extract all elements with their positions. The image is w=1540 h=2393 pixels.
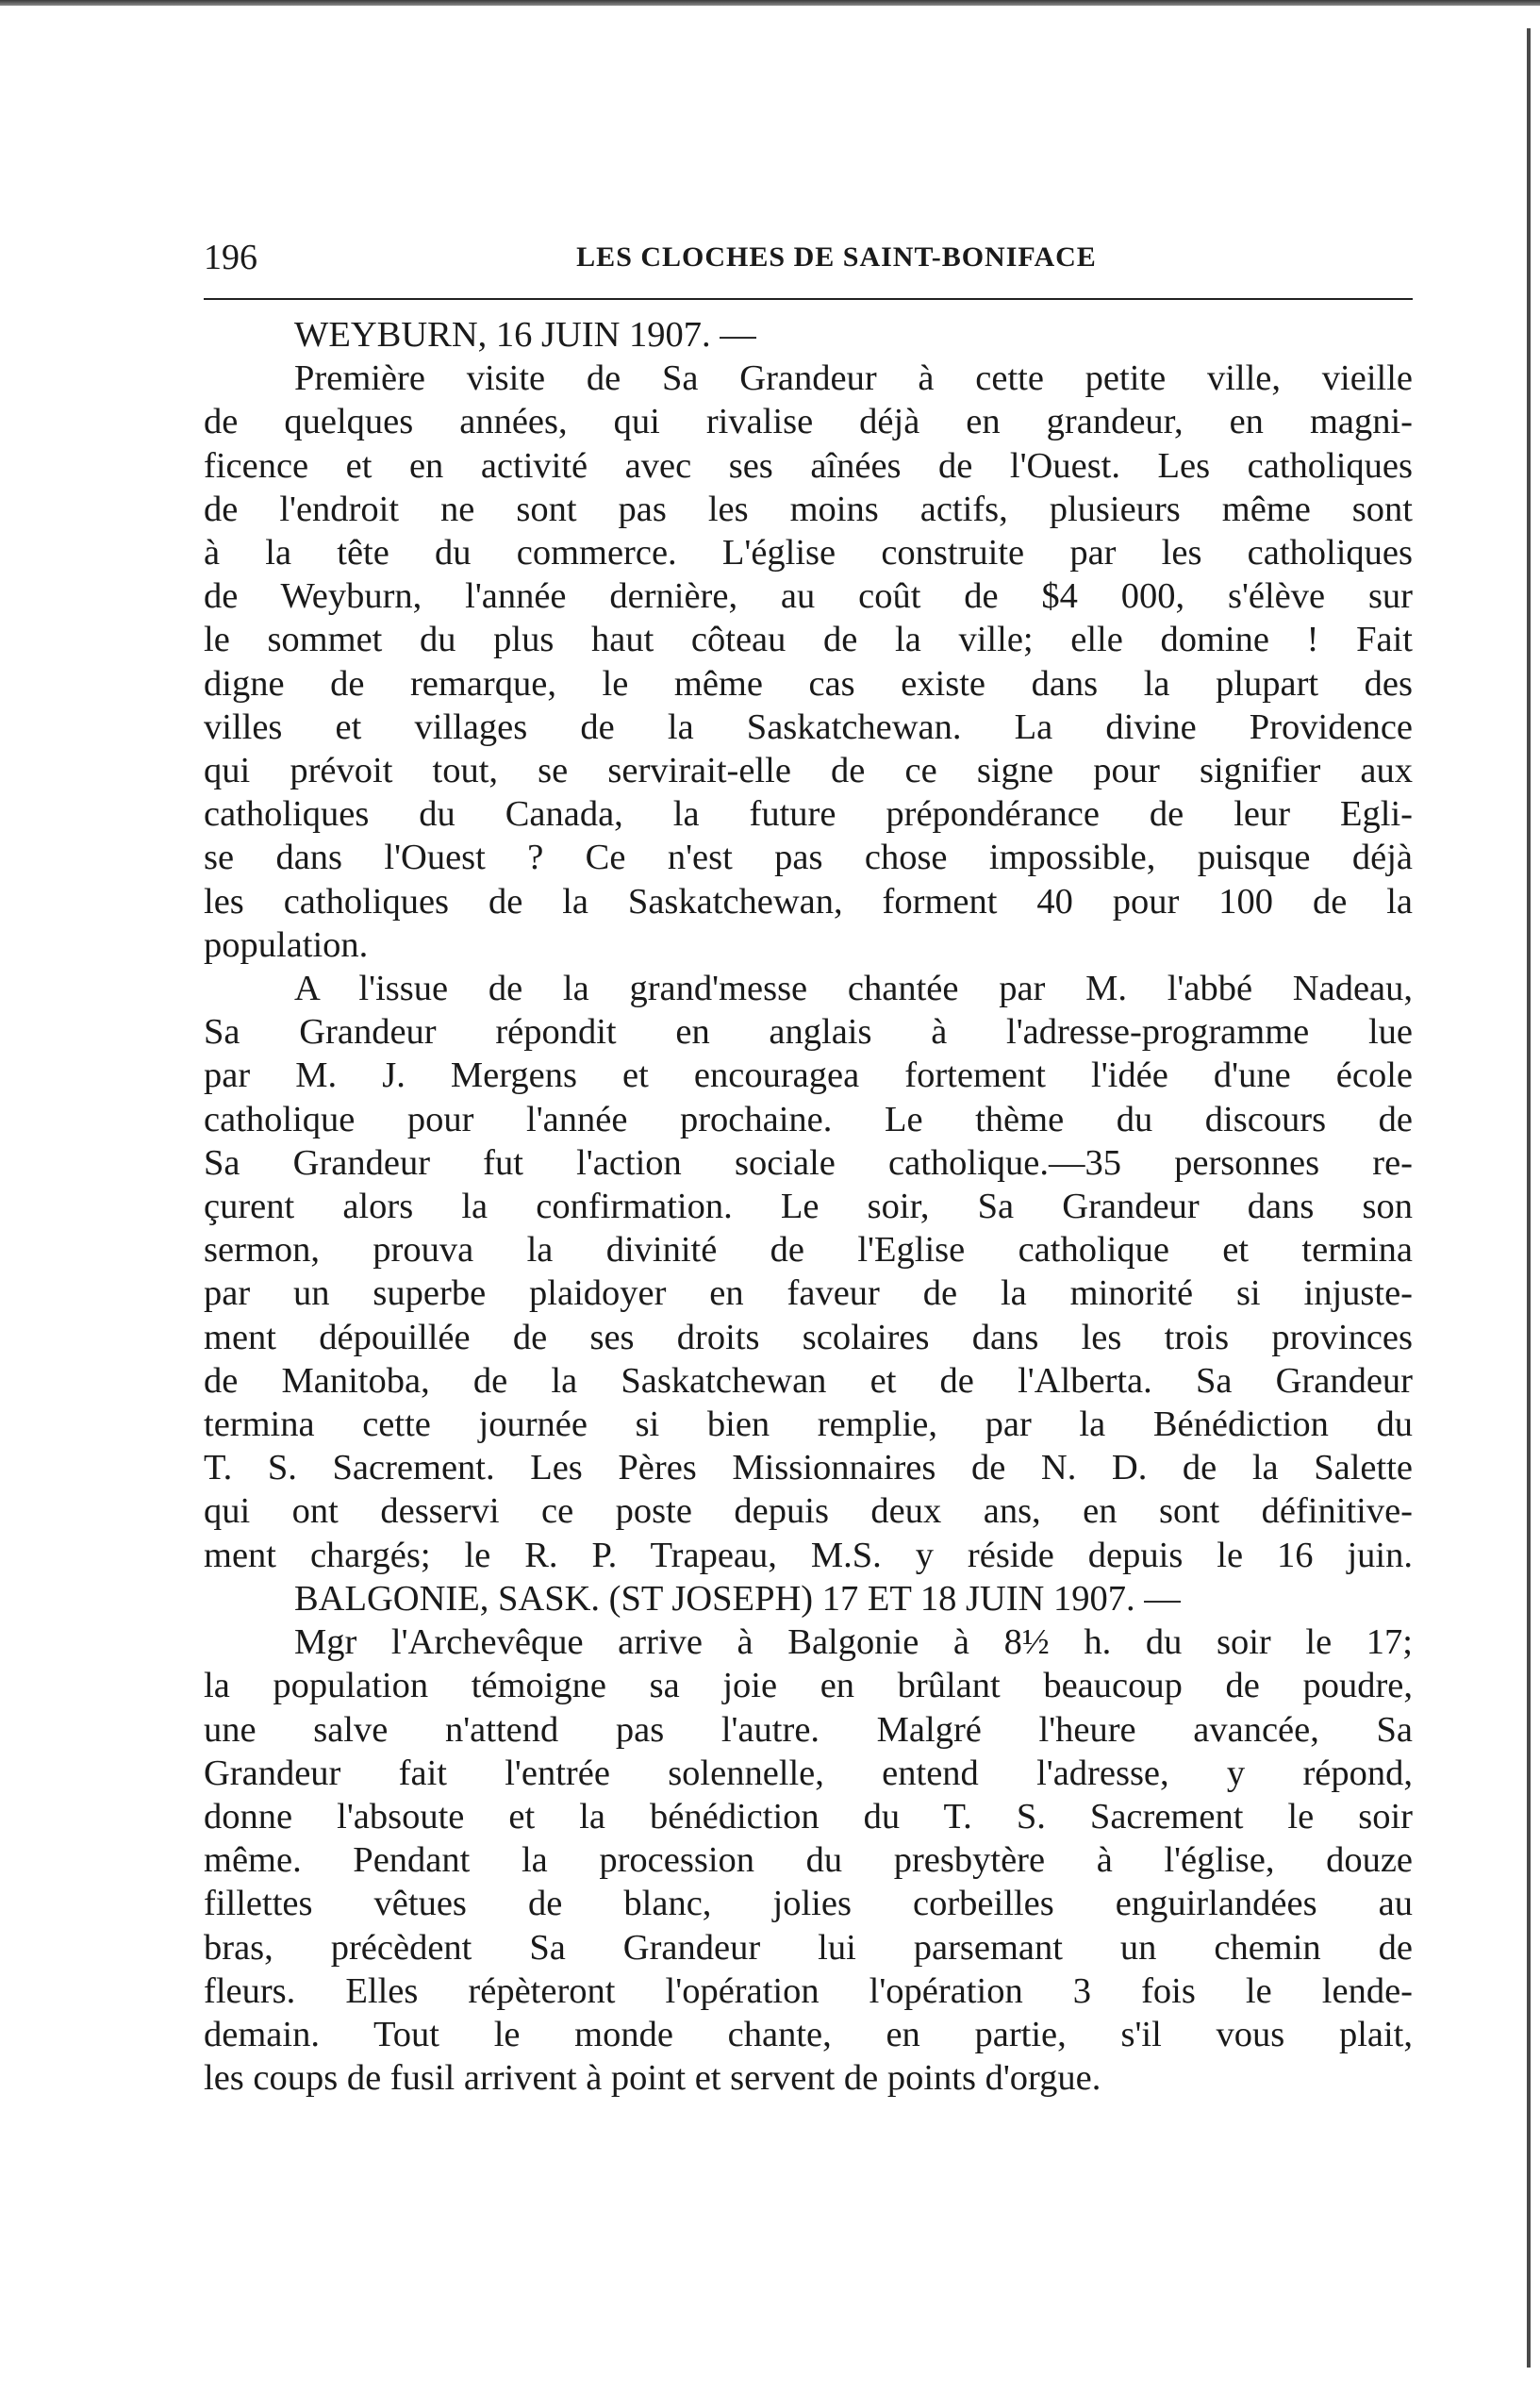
text-line: catholique pour l'année prochaine. Le thème du discours de bbox=[204, 1099, 1413, 1139]
text-line: par un superbe plaidoyer en faveur de la minorité si injuste- bbox=[204, 1273, 1413, 1314]
text-line: qui ont desservi ce poste depuis deux ans, en sont définitive- bbox=[204, 1491, 1413, 1532]
text-line: de Weyburn, l'année dernière, au coût de $4 000, s'élève sur bbox=[204, 576, 1413, 617]
text-line: digne de remarque, le même cas existe dans la plupart des bbox=[204, 663, 1413, 704]
text-body bbox=[204, 313, 1413, 2100]
text-line: A l'issue de la grand'messe chantée par M. l'abbé Nadeau, bbox=[294, 969, 1413, 1009]
text-line: villes et villages de la Saskatchewan. La divine Providence bbox=[204, 706, 1413, 747]
text-line: une salve n'attend pas l'autre. Malgré l'heure avancée, Sa bbox=[204, 1709, 1413, 1750]
text-line: Sa Grandeur répondit en anglais à l'adresse-programme lue bbox=[204, 1012, 1413, 1053]
text-line: ment dépouillée de ses droits scolaires dans les trois provinces bbox=[204, 1317, 1413, 1357]
text-line: par M. J. Mergens et encouragea fortement l'idée d'une école bbox=[204, 1055, 1413, 1096]
text-line: population. bbox=[204, 924, 369, 965]
text-line: çurent alors la confirmation. Le soir, Sa Grandeur dans son bbox=[204, 1187, 1413, 1227]
text-line: même. Pendant la procession du presbytère à l'église, douze bbox=[204, 1840, 1413, 1881]
text-line: Sa Grandeur fut l'action sociale catholique.—35 personnes re- bbox=[204, 1142, 1413, 1183]
header-rule bbox=[204, 298, 1413, 300]
text-line: catholiques du Canada, la future prépondérance de leur Egli- bbox=[204, 794, 1413, 835]
text-line: fillettes vêtues de blanc, jolies corbeilles enguirlandées au bbox=[204, 1884, 1413, 1924]
text-line: bras, précèdent Sa Grandeur lui parsemant un chemin de bbox=[204, 1927, 1413, 1968]
text-line: demain. Tout le monde chante, en partie, s'il vous plait, bbox=[204, 2014, 1413, 2054]
text-line: de Manitoba, de la Saskatchewan et de l'Alberta. Sa Grandeur bbox=[204, 1360, 1413, 1401]
text-line: ficence et en activité avec ses aînées de l'Ouest. Les catholiques bbox=[204, 445, 1413, 486]
text-line: se dans l'Ouest ? Ce n'est pas chose impossible, puisque déjà bbox=[204, 838, 1413, 878]
scan-right-edge bbox=[1527, 28, 1531, 2368]
text-line: Première visite de Sa Grandeur à cette petite ville, vieille bbox=[294, 358, 1413, 399]
text-line: fleurs. Elles répèteront l'opération l'opération 3 fois le lende- bbox=[204, 1970, 1413, 2011]
text-line: T. S. Sacrement. Les Pères Missionnaires de N. D. de la Salette bbox=[204, 1448, 1413, 1488]
text-line: donne l'absoute et la bénédiction du T. S. Sacrement le soir bbox=[204, 1796, 1413, 1836]
text-line: de quelques années, qui rivalise déjà en grandeur, en magni- bbox=[204, 402, 1413, 442]
page-content bbox=[204, 234, 1413, 2100]
text-line: la population témoigne sa joie en brûlant beaucoup de poudre, bbox=[204, 1666, 1413, 1706]
text-line: sermon, prouva la divinité de l'Eglise catholique et termina bbox=[204, 1230, 1413, 1271]
section-heading-balgonie: BALGONIE, SASK. (ST JOSEPH) 17 ET 18 JUIN 1907. — bbox=[294, 1578, 1181, 1619]
section-heading-weyburn: WEYBURN, 16 JUIN 1907. — bbox=[294, 315, 756, 355]
text-line: Mgr l'Archevêque arrive à Balgonie à 8½ h. du soir le 17; bbox=[294, 1622, 1413, 1663]
running-title: LES CLOCHES DE SAINT-BONIFACE bbox=[576, 241, 1097, 273]
text-line: Grandeur fait l'entrée solennelle, entend l'adresse, y répond, bbox=[204, 1753, 1413, 1793]
page-number: 196 bbox=[204, 238, 257, 277]
text-line: de l'endroit ne sont pas les moins actifs, plusieurs même sont bbox=[204, 489, 1413, 529]
text-line: ment chargés; le R. P. Trapeau, M.S. y réside depuis le 16 juin. bbox=[204, 1535, 1413, 1575]
text-line: à la tête du commerce. L'église construite par les catholiques bbox=[204, 533, 1413, 573]
text-line: les coups de fusil arrivent à point et servent de points d'orgue. bbox=[204, 2058, 1101, 2099]
scan-top-edge bbox=[0, 0, 1540, 6]
running-head bbox=[204, 234, 1413, 281]
text-line: les catholiques de la Saskatchewan, forment 40 pour 100 de la bbox=[204, 881, 1413, 922]
text-line: le sommet du plus haut côteau de la ville; elle domine ! Fait bbox=[204, 620, 1413, 660]
text-line: qui prévoit tout, se servirait-elle de ce signe pour signifier aux bbox=[204, 751, 1413, 791]
text-line: termina cette journée si bien remplie, par la Bénédiction du bbox=[204, 1404, 1413, 1445]
